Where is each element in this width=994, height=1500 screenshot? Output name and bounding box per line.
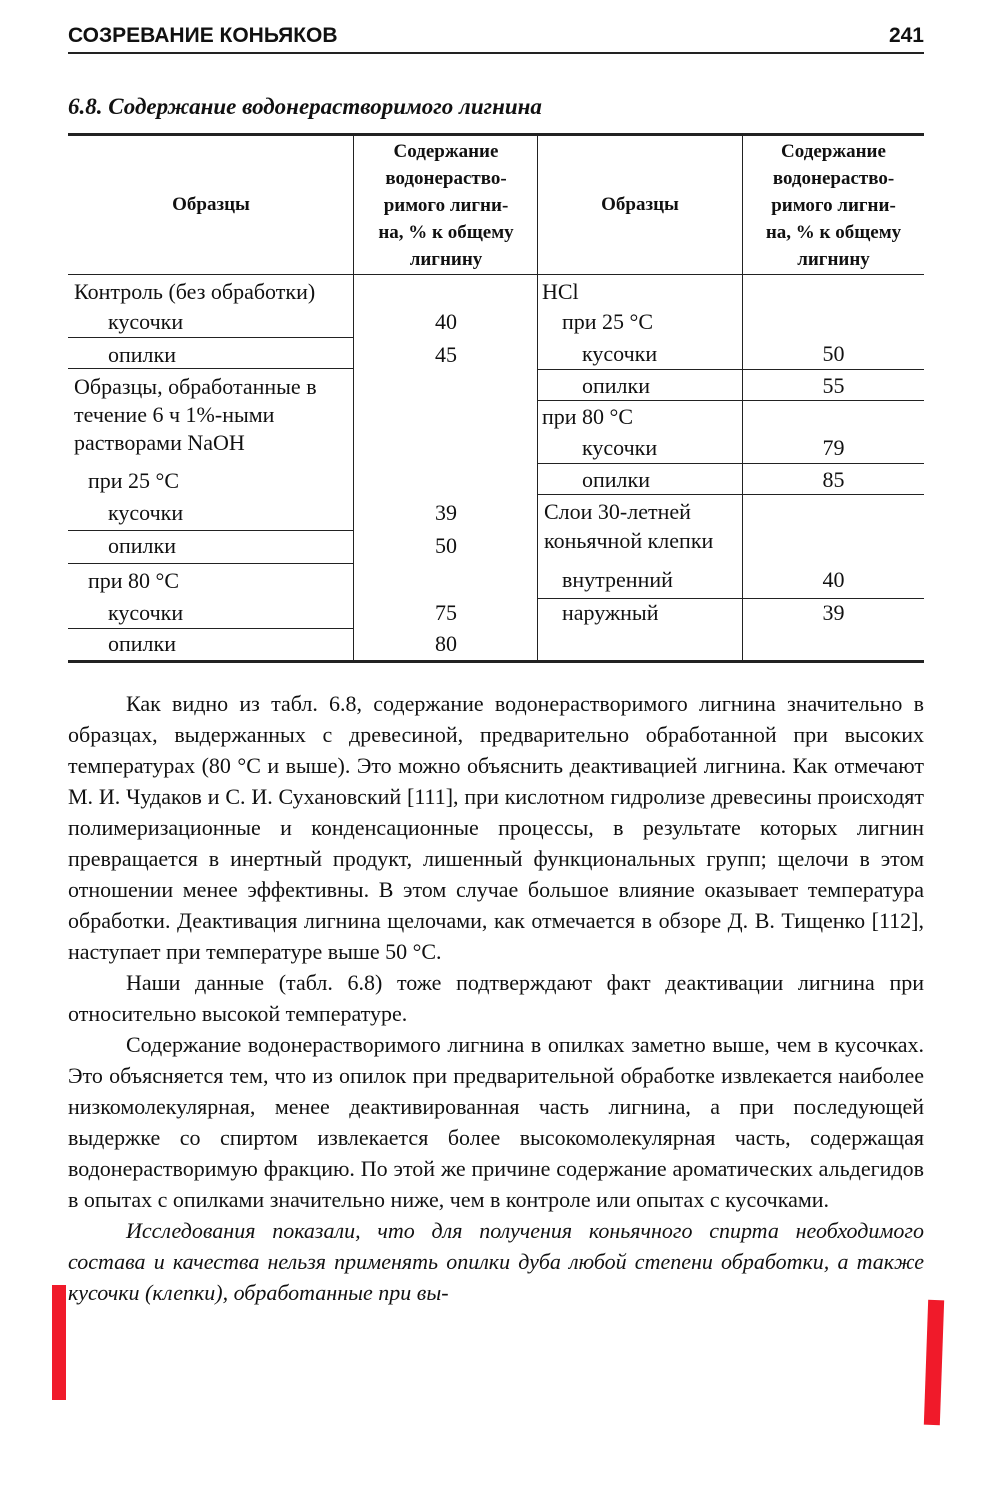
chapter-title: СОЗРЕВАНИЕ КОНЬЯКОВ <box>68 24 338 47</box>
row-label: кусочки <box>582 341 658 366</box>
row-label: Контроль (без обработки) <box>74 279 316 304</box>
paragraph: Как видно из табл. 6.8, содержание водонерастворимого лигнина значительно в образцах, выдержанных с древесиной, предварительно обработанной при высоких температурах (80 °С и выше). Это можно объяснить деактивацией лигнина. Как отмечают М. И. Чудаков и С. И. Сухановский [111], при кислотном гидролизе древесины происходят полимеризационные и конденсационные процессы, в результате которых лигнин превращается в инертный продукт, лишенный функциональных групп; щелочи в этом отношении менее эффективны. В этом случае большое влияние оказывает температура обработки. Деактивация лигнина щелочами, как отмечается в обзоре Д. В. Тищенко [112], наступает при температуре выше 50 °С. <box>68 691 924 964</box>
header-content-right: Содержание водонераство- римого лигни- на, % к общему лигнину <box>765 141 902 270</box>
row-label: HCl <box>542 279 579 304</box>
row-label: опилки <box>108 533 176 558</box>
paragraph-italic: Исследования показали, что для получения коньячного спирта необходимого состава и качества нельзя применять опилки дуба любой степени обработки, а также кусочки (клепки), обработанные при вы- <box>68 1218 924 1305</box>
value-cell: 40 <box>435 309 457 334</box>
value-cell: 45 <box>435 342 457 367</box>
row-label: Образцы, обработанные в <box>74 374 317 399</box>
value-cell: 39 <box>435 500 457 525</box>
value-cell: 80 <box>435 631 457 656</box>
row-label: опилки <box>582 373 650 398</box>
row-label: кусочки <box>108 500 184 525</box>
row-label: опилки <box>108 342 176 367</box>
value-cell: 85 <box>822 467 845 492</box>
value-cell: 39 <box>822 600 845 625</box>
body-text <box>68 688 924 1308</box>
value-cell: 75 <box>435 600 457 625</box>
value-cell: 50 <box>435 533 457 558</box>
row-label: Слои 30-летней <box>544 499 691 524</box>
row-label: опилки <box>108 631 176 656</box>
table-caption: 6.8. Содержание водонерастворимого лигнина <box>68 94 542 119</box>
row-label: опилки <box>582 467 650 492</box>
running-header <box>68 22 924 54</box>
value-cell: 40 <box>822 567 845 592</box>
paragraph: Наши данные (табл. 6.8) тоже подтверждают факт деактивации лигнина при относительно высокой температуре. <box>68 970 924 1026</box>
row-label: коньячной клепки <box>544 528 714 553</box>
row-label: наружный <box>562 600 659 625</box>
page-number: 241 <box>888 24 924 47</box>
row-label: при 25 °С <box>562 309 654 334</box>
row-label: кусочки <box>108 309 184 334</box>
red-highlight-marker-left <box>52 1285 66 1400</box>
row-label: при 80 °С <box>88 568 180 593</box>
value-cell: 55 <box>822 373 845 398</box>
value-cell: 50 <box>822 341 845 366</box>
header-samples-right: Образцы <box>601 194 679 215</box>
lignin-table <box>68 133 924 663</box>
row-label: течение 6 ч 1%-ными <box>74 402 275 427</box>
header-samples-left: Образцы <box>172 194 250 215</box>
row-label: внутренний <box>562 567 673 592</box>
row-label: растворами NaOH <box>74 430 245 455</box>
paragraph: Содержание водонерастворимого лигнина в опилках заметно выше, чем в кусочках. Это объясняется тем, что из опилок при предварительной обработке извлекается наиболее низкомолекулярная, менее деактивированная часть лигнина, а при последующей выдержке со спиртом извлекается более высокомолекулярная часть, содержащая водонерастворимую фракцию. По этой же причине содержание ароматических альдегидов в опытах с опилками значительно ниже, чем в контроле или опытах с кусочками. <box>68 1032 924 1212</box>
row-label: кусочки <box>582 435 658 460</box>
row-label: при 80 °С <box>542 404 634 429</box>
red-highlight-marker-right <box>924 1300 944 1425</box>
header-content-left: Содержание водонераство- римого лигни- на, % к общему лигнину <box>378 141 514 270</box>
row-label: кусочки <box>108 600 184 625</box>
value-cell: 79 <box>822 435 845 460</box>
row-label: при 25 °С <box>88 468 180 493</box>
